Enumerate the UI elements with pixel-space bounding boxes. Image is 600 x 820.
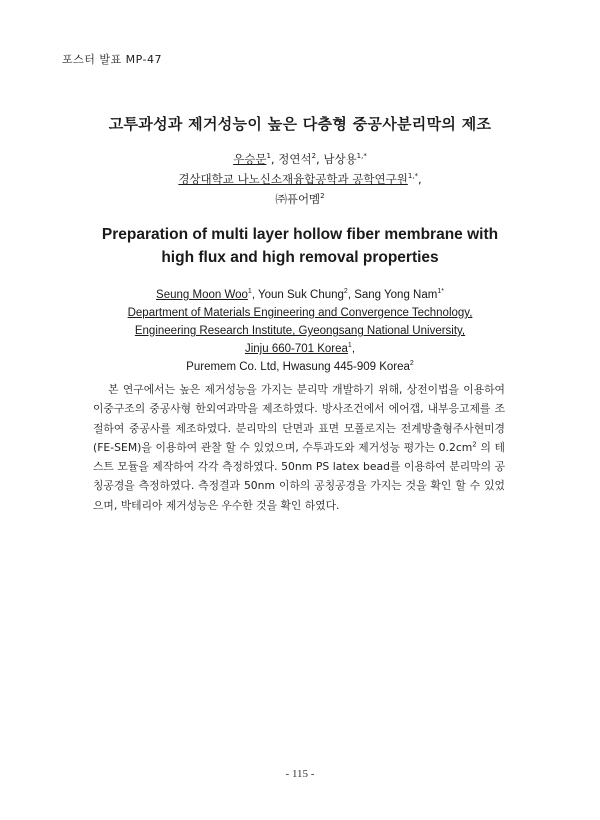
- english-affiliation-line-1: [0, 307, 600, 319]
- english-affiliation-3-sup: 1: [347, 342, 352, 350]
- separator: ,: [251, 289, 258, 301]
- korean-affiliation-sup: 1,*: [407, 172, 419, 181]
- abstract-paragraph: [93, 380, 505, 515]
- korean-author-2: 정연석: [278, 152, 312, 166]
- english-title: [0, 223, 600, 269]
- page-number: - 115 -: [285, 768, 315, 780]
- english-author-2: Youn Suk Chung: [258, 289, 344, 301]
- english-author-3: Sang Yong Nam: [354, 289, 438, 301]
- abstract: [93, 380, 505, 515]
- english-affiliation-1-text: Department of Materials Engineering and Convergence Technology,: [127, 307, 473, 319]
- korean-author-3: 남상용: [323, 152, 357, 166]
- english-author-1: Seung Moon Woo: [156, 289, 248, 301]
- separator: ,: [347, 289, 355, 301]
- english-affiliation-2-text: Engineering Research Institute, Gyeongsang National University,: [134, 325, 466, 337]
- english-authors: [0, 289, 600, 301]
- english-author-2-sup: 2: [343, 288, 348, 296]
- korean-affiliation-tail: ,: [418, 172, 422, 186]
- english-affiliation-line-3: [0, 343, 600, 355]
- korean-company-text: ㈜퓨어멤: [275, 192, 321, 206]
- session-label: 포스터 발표 MP-47: [62, 53, 162, 66]
- english-company-sup: 2: [409, 360, 414, 368]
- korean-company-sup: 2: [320, 192, 325, 201]
- separator: ,: [270, 152, 279, 166]
- korean-authors: [0, 151, 600, 167]
- english-company-line: [0, 361, 600, 373]
- abstract-part-1: 본 연구에서는 높은 제거성능을 가지는 분리막 개발하기 위해, 상전이법을 이용하여 이중구조의 중공사형 한외여과막을 제조하였다. 방사조건에서 에어갭, 내부응고제를 조절하여 중공사를 제조하였다. 분리막의 단면과 표면 모폴로지는 전계방출형주사현미경(FE-SEM)을 이용하여 관찰 할 수 있었으며, 수투과도와 제거성능 평가는 0.2cm: [93, 383, 505, 454]
- korean-affiliation: [0, 171, 600, 187]
- korean-author-1: 우승문: [233, 152, 267, 166]
- korean-title: 고투과성과 제거성능이 높은 다층형 중공사분리막의 제조: [108, 115, 492, 133]
- korean-author-1-sup: 1: [266, 152, 271, 161]
- korean-company: [0, 191, 600, 207]
- korean-author-3-sup: 1,*: [356, 152, 367, 161]
- korean-affiliation-text: 경상대학교 나노신소재융합공학과 공학연구원: [178, 172, 408, 186]
- english-author-3-sup: 1*: [437, 288, 444, 296]
- abstract-sup: 2: [472, 440, 477, 449]
- korean-author-2-sup: 2: [311, 152, 317, 161]
- separator: ,: [316, 152, 324, 166]
- english-affiliation-3-text: Jinju 660-701 Korea: [244, 343, 348, 355]
- english-affiliation-line-2: [0, 325, 600, 337]
- english-title-line-1: Preparation of multi layer hollow fiber membrane with: [101, 226, 499, 243]
- english-title-line-2: high flux and high removal properties: [161, 249, 439, 266]
- abstract-part-2: 의 테스트 모듈을 제작하여 각각 측정하였다. 50nm PS latex bead를 이용하여 분리막의 공칭공경을 측정하였다. 측정결과 50nm 이하의 공칭공경을 가지는 것을 확인 할 수 있었으며, 박테리아 제거성능은 우수한 것을 확인 하였다.: [93, 440, 505, 512]
- english-affiliation-3-tail: ,: [351, 343, 356, 355]
- english-company-text: Puremem Co. Ltd, Hwasung 445-909 Korea: [186, 361, 410, 373]
- english-author-1-sup: 1: [247, 288, 252, 296]
